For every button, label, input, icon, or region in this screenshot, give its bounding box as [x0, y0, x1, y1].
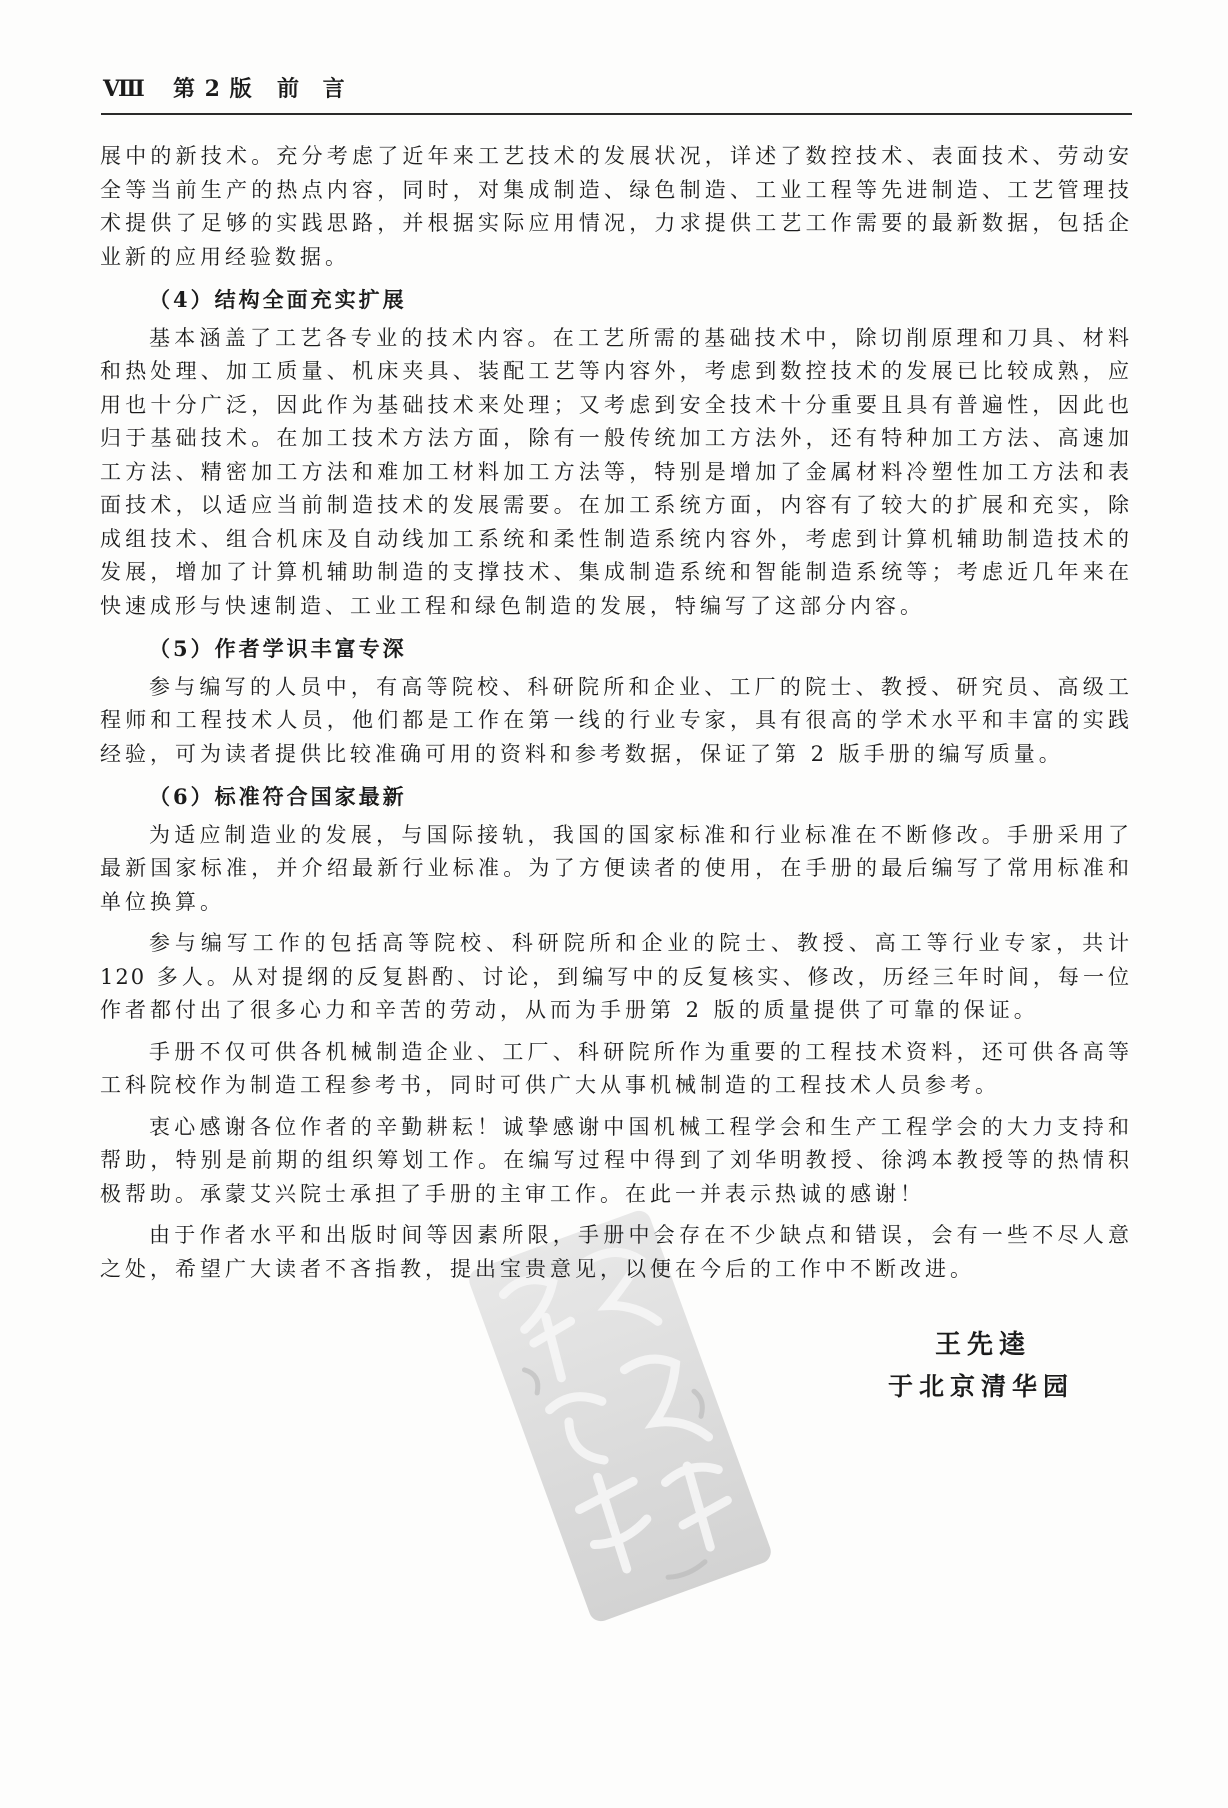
intro-paragraph — [100, 140, 1131, 274]
text-line: 成组技术、组合机床及自动线加工系统和柔性制造系统内容外，考虑到计算机辅助制造技术的 — [100, 526, 1131, 551]
page-number: Ⅷ — [103, 76, 145, 102]
text-line: 为适应制造业的发展，与国际接轨，我国的国家标准和行业标准在不断修改。手册采用了 — [149, 822, 1131, 847]
text-line: 归于基础技术。在加工技术方法方面，除有一般传统加工方法外，还有特种加工方法、高速加 — [100, 426, 1131, 450]
text-line: 作者都付出了很多心力和辛苦的劳动，从而为手册第 2 版的质量提供了可靠的保证。 — [100, 998, 1039, 1022]
text-line: 极帮助。承蒙艾兴院士承担了手册的主审工作。在此一并表示热诚的感谢！ — [100, 1181, 925, 1206]
text-line: 之处，希望广大读者不吝指教，提出宝贵意见，以便在今后的工作中不断改进。 — [100, 1256, 975, 1281]
text-line: 单位换算。 — [100, 889, 225, 914]
author-signature: 王先逵 — [935, 1330, 1032, 1360]
text-line: 展中的新技术。充分考虑了近年来工艺技术的发展状况，详述了数控技术、表面技术、劳动安 — [100, 144, 1131, 168]
text-line: 工方法、精密加工方法和难加工材料加工方法等，特别是增加了金属材料冷塑性加工方法和表 — [100, 459, 1131, 484]
text-line: 经验，可为读者提供比较准确可用的资料和参考数据，保证了第 2 版手册的编写质量。 — [100, 741, 1064, 766]
text-line: 手册不仅可供各机械制造企业、工厂、科研院所作为重要的工程技术资料，还可供各高等 — [149, 1039, 1131, 1064]
section-title: 前 言 — [277, 76, 353, 102]
section-6-paragraph — [100, 819, 1131, 920]
text-line: 参与编写工作的包括高等院校、科研院所和企业的院士、教授、高工等行业专家，共计 — [149, 931, 1131, 955]
text-line: 工科院校作为制造工程参考书，同时可供广大从事机械制造的工程技术人员参考。 — [100, 1073, 1000, 1097]
closing-paragraph — [100, 1111, 1131, 1212]
section-5-paragraph — [100, 671, 1131, 772]
text-line: 最新国家标准，并介绍最新行业标准。为了方便读者的使用，在手册的最后编写了常用标准和 — [100, 856, 1131, 880]
text-line: 快速成形与快速制造、工业工程和绿色制造的发展，特编写了这部分内容。 — [100, 593, 925, 618]
text-line: 全等当前生产的热点内容，同时，对集成制造、绿色制造、工业工程等先进制造、工艺管理技 — [100, 177, 1131, 202]
section-4-paragraph — [100, 322, 1131, 624]
closing-paragraph — [100, 1036, 1131, 1103]
text-line: 发展，增加了计算机辅助制造的支撑技术、集成制造系统和智能制造系统等；考虑近几年来在 — [100, 560, 1131, 584]
closing-paragraph — [100, 1219, 1131, 1286]
edition-label: 第 2 版 — [173, 76, 253, 102]
closing-paragraph — [100, 927, 1131, 1028]
signature-place: 于北京清华园 — [888, 1372, 1075, 1401]
text-line: 由于作者水平和出版时间等因素所限，手册中会存在不少缺点和错误，会有一些不尽人意 — [149, 1223, 1131, 1247]
preface-body — [100, 140, 1131, 1286]
section-heading-4: （4）结构全面充实扩展 — [149, 287, 407, 312]
header-rule — [101, 113, 1132, 115]
text-line: 120 多人。从对提纲的反复斟酌、讨论，到编写中的反复核实、修改，历经三年时间，每一位 — [100, 964, 1131, 989]
text-line: 用也十分广泛，因此作为基础技术来处理；又考虑到安全技术十分重要且具有普遍性，因此也 — [100, 392, 1131, 417]
text-line: 面技术，以适应当前制造技术的发展需要。在加工系统方面，内容有了较大的扩展和充实，除 — [100, 493, 1131, 517]
text-line: 程师和工程技术人员，他们都是工作在第一线的行业专家，具有很高的学术水平和丰富的实践 — [100, 708, 1131, 732]
section-heading-5: （5）作者学识丰富专深 — [149, 636, 407, 661]
text-line: 衷心感谢各位作者的辛勤耕耘！诚挚感谢中国机械工程学会和生产工程学会的大力支持和 — [149, 1114, 1131, 1139]
text-line: 参与编写的人员中，有高等院校、科研院所和企业、工厂的院士、教授、研究员、高级工 — [149, 674, 1131, 699]
text-line: 业新的应用经验数据。 — [100, 244, 350, 269]
text-line: 基本涵盖了工艺各专业的技术内容。在工艺所需的基础技术中，除切削原理和刀具、材料 — [149, 325, 1131, 350]
text-line: 和热处理、加工质量、机床夹具、装配工艺等内容外，考虑到数控技术的发展已比较成熟，应 — [100, 359, 1131, 383]
text-line: 术提供了足够的实践思路，并根据实际应用情况，力求提供工艺工作需要的最新数据，包括企 — [100, 211, 1131, 235]
text-line: 帮助，特别是前期的组织筹划工作。在编写过程中得到了刘华明教授、徐鸿本教授等的热情积 — [100, 1148, 1131, 1172]
section-heading-6: （6）标准符合国家最新 — [149, 784, 407, 809]
